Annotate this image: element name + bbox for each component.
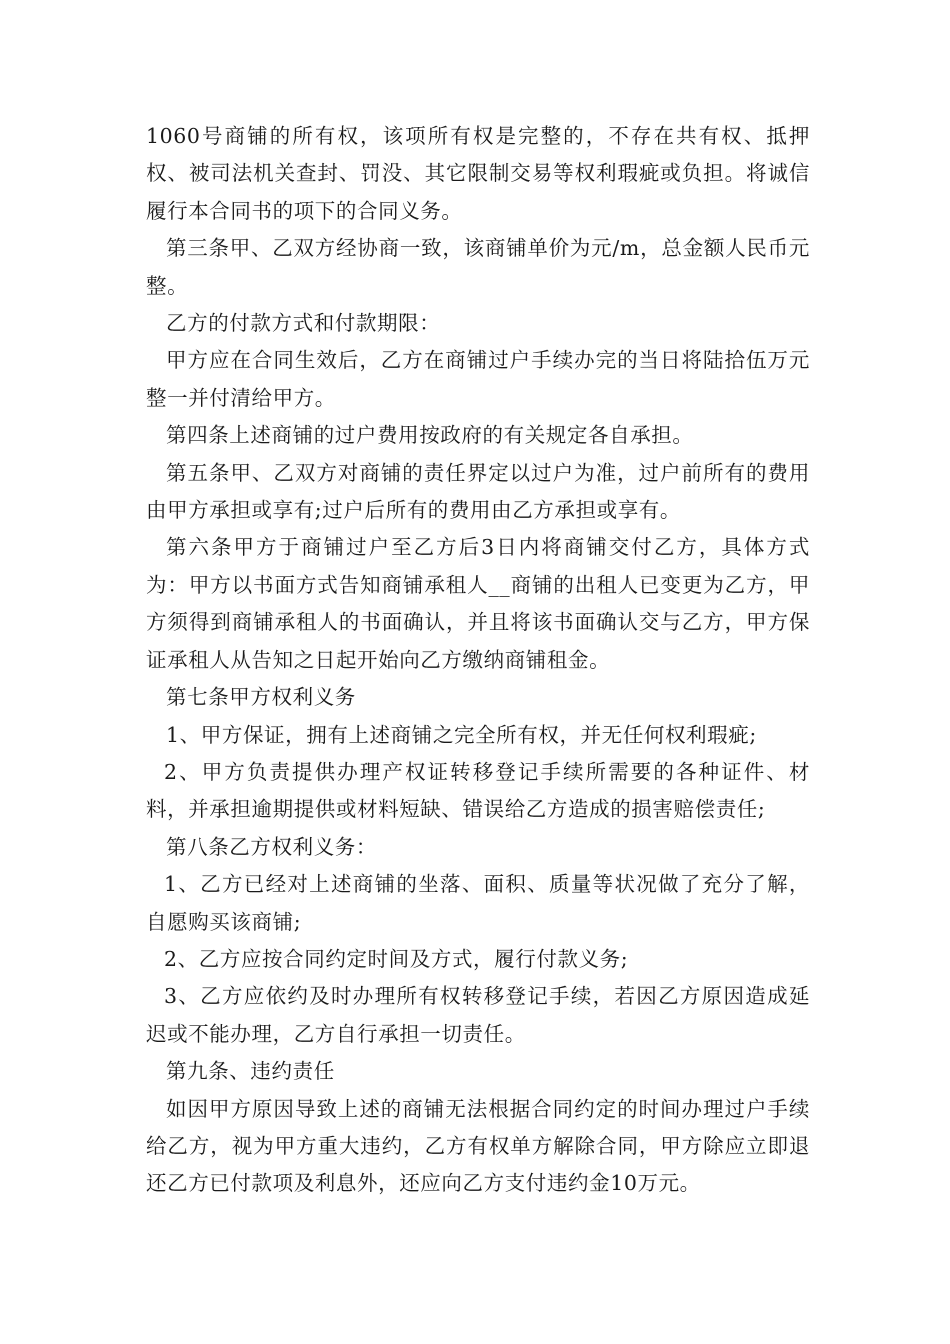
paragraph-ownership: 1060号商铺的所有权，该项所有权是完整的，不存在共有权、抵押权、被司法机关查封、罚没、其它限制交易等权利瑕疵或负担。将诚信履行本合同书的项下的合同义务。 [146,124,810,223]
paragraph-article-4: 第四条上述商铺的过户费用按政府的有关规定各自承担。 [166,423,694,448]
paragraph-article-9-heading: 第九条、违约责任 [166,1059,335,1084]
paragraph-article-7-item-1: 1、甲方保证，拥有上述商铺之完全所有权，并无任何权利瑕疵; [166,722,757,747]
paragraph-article-8-heading: 第八条乙方权利义务： [166,834,377,859]
paragraph-article-7-heading: 第七条甲方权利义务 [166,685,356,710]
paragraph-article-8-item-2: 2、乙方应按合同约定时间及方式，履行付款义务; [164,946,629,971]
paragraph-article-6: 第六条甲方于商铺过户至乙方后3日内将商铺交付乙方，具体方式为：甲方以书面方式告知商铺承租人__商铺的出租人已变更为乙方，甲方须得到商铺承租人的书面确认，并且将该书面确认交与乙方，甲方保证承租人从告知之日起开始向乙方缴纳商铺租金。 [146,535,810,672]
paragraph-article-3: 第三条甲、乙双方经协商一致，该商铺单价为元/m，总金额人民币元整。 [146,236,810,298]
document-body [146,118,810,1203]
paragraph-article-8-item-1: 1、乙方已经对上述商铺的坐落、面积、质量等状况做了充分了解，自愿购买该商铺; [146,872,810,934]
paragraph-article-7-item-2: 2、甲方负责提供办理产权证转移登记手续所需要的各种证件、材料，并承担逾期提供或材料短缺、错误给乙方造成的损害赔偿责任; [146,759,810,822]
paragraph-payment-heading: 乙方的付款方式和付款期限： [166,311,441,336]
paragraph-article-5: 第五条甲、乙双方对商铺的责任界定以过户为准，过户前所有的费用由甲方承担或享有;过户后所有的费用由乙方承担或享有。 [146,460,810,523]
paragraph-article-8-item-3: 3、乙方应依约及时办理所有权转移登记手续，若因乙方原因造成延迟或不能办理，乙方自行承担一切责任。 [146,984,810,1046]
paragraph-payment-terms: 甲方应在合同生效后，乙方在商铺过户手续办完的当日将陆拾伍万元整一并付清给甲方。 [146,348,810,410]
paragraph-article-9-breach: 如因甲方原因导致上述的商铺无法根据合同约定的时间办理过户手续给乙方，视为甲方重大违约，乙方有权单方解除合同，甲方除应立即退还乙方已付款项及利息外，还应向乙方支付违约金10万元。 [146,1096,810,1196]
